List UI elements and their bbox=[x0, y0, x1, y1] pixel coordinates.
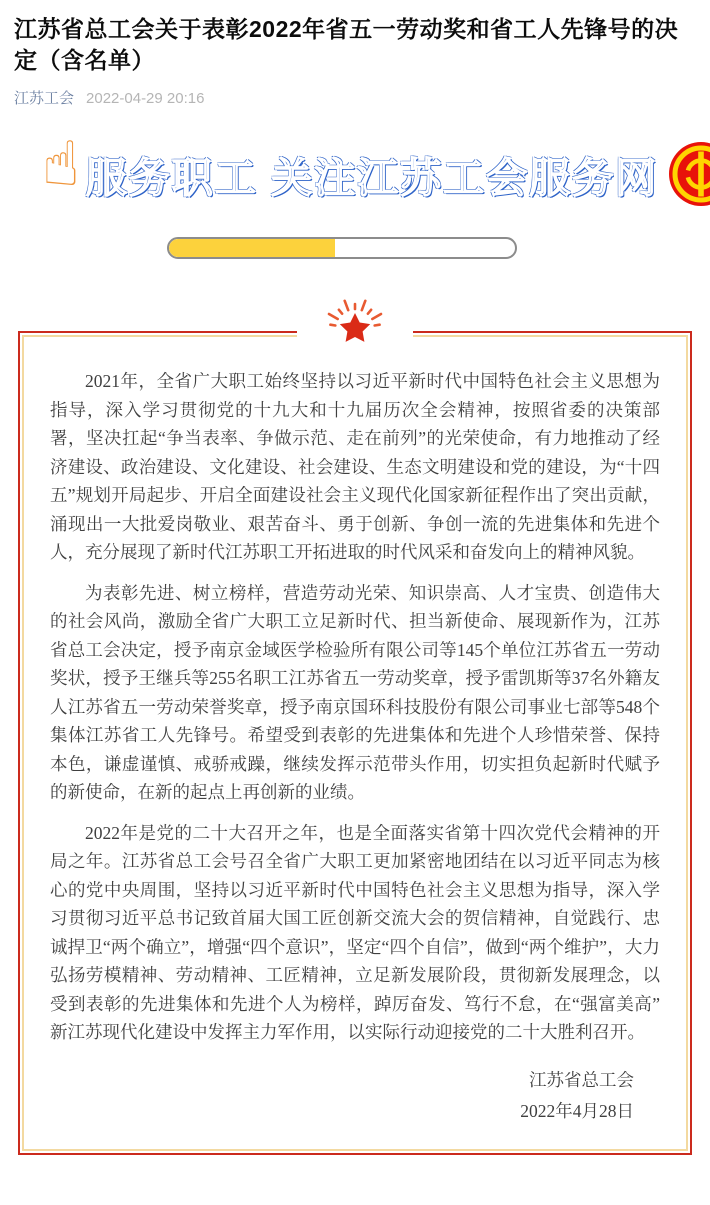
decision-body bbox=[22, 335, 688, 1151]
promo-banner[interactable] bbox=[42, 127, 710, 217]
decision-paragraph-2: 为表彰先进、树立榜样，营造劳动光荣、知识崇高、人才宝贵、创造伟大的社会风尚，激励全省广大职工立足新时代、担当新使命、展现新作为，江苏省总工会决定，授予南京金域医学检验所有限公司等145个单位江苏省五一劳动奖状，授予王继兵等255名职工江苏省五一劳动奖章，授予雷凯斯等37名外籍友人江苏省五一劳动荣誉奖章，授予南京国环科技股份有限公司事业七部等548个集体江苏省工人先锋号。希望受到表彰的先进集体和先进个人珍惜荣誉、保持本色，谦虚谨慎、戒骄戒躁，继续发挥示范带头作用，切实担负起新时代赋予的新使命，在新的起点上再创新的业绩。 bbox=[50, 582, 660, 802]
decision-paragraph-3: 2022年是党的二十大召开之年，也是全面落实省第十四次党代会精神的开局之年。江苏省总工会号召全省广大职工更加紧密地团结在以习近平同志为核心的党中央周围，坚持以习近平新时代中国特色社会主义思想为指导，深入学习贯彻习近平总书记致首届大国工匠创新交流大会的贺信精神，自觉践行、忠诚捍卫“两个确立”，增强“四个意识”，坚定“四个自信”，做到“两个维护”，大力弘扬劳模精神、劳动精神、工匠精神，立足新发展阶段，贯彻新发展理念，以受到表彰的先进集体和先进个人为榜样，踔厉奋发、笃行不怠，在“强富美高”新江苏现代化建设中发挥主力军作用，以实际行动迎接党的二十大胜利召开。 bbox=[50, 822, 660, 1042]
page-title: 江苏省总工会关于表彰2022年省五一劳动奖和省工人先锋号的决定（含名单） bbox=[14, 16, 679, 73]
progress-bar bbox=[167, 237, 517, 259]
acftu-logo-icon bbox=[668, 141, 710, 207]
signature-block bbox=[50, 1065, 660, 1127]
decision-paragraph-1: 2021年，全省广大职工始终坚持以习近平新时代中国特色社会主义思想为指导，深入学习贯彻党的十九大和十九届历次全会精神，按照省委的决策部署，坚决扛起“争当表率、争做示范、走在前列”的光荣使命，有力地推动了经济建设、政治建设、文化建设、社会建设、生态文明建设和党的建设，为“十四五”规划开局起步、开启全面建设社会主义现代化国家新征程作出了突出贡献，涌现出一大批爱岗敬业、艰苦奋斗、勇于创新、争创一流的先进集体和先进个人，充分展现了新时代江苏职工开拓进取的时代风采和奋发向上的精神风貌。 bbox=[50, 371, 660, 562]
star-decoration-icon bbox=[297, 283, 413, 347]
pointing-hand-icon: ☝ bbox=[42, 127, 80, 200]
decision-box bbox=[18, 331, 692, 1155]
signature-date: 2022年4月28日 bbox=[520, 1100, 634, 1121]
account-name[interactable]: 江苏工会 bbox=[14, 90, 75, 107]
publish-time: 2022-04-29 20:16 bbox=[86, 90, 205, 107]
signature-org: 江苏省总工会 bbox=[529, 1069, 634, 1090]
banner-slogan: 服务职工 关注江苏工会服务网 bbox=[85, 154, 659, 201]
article-header bbox=[0, 0, 710, 109]
byline bbox=[14, 89, 696, 109]
progress-fill bbox=[169, 239, 335, 257]
